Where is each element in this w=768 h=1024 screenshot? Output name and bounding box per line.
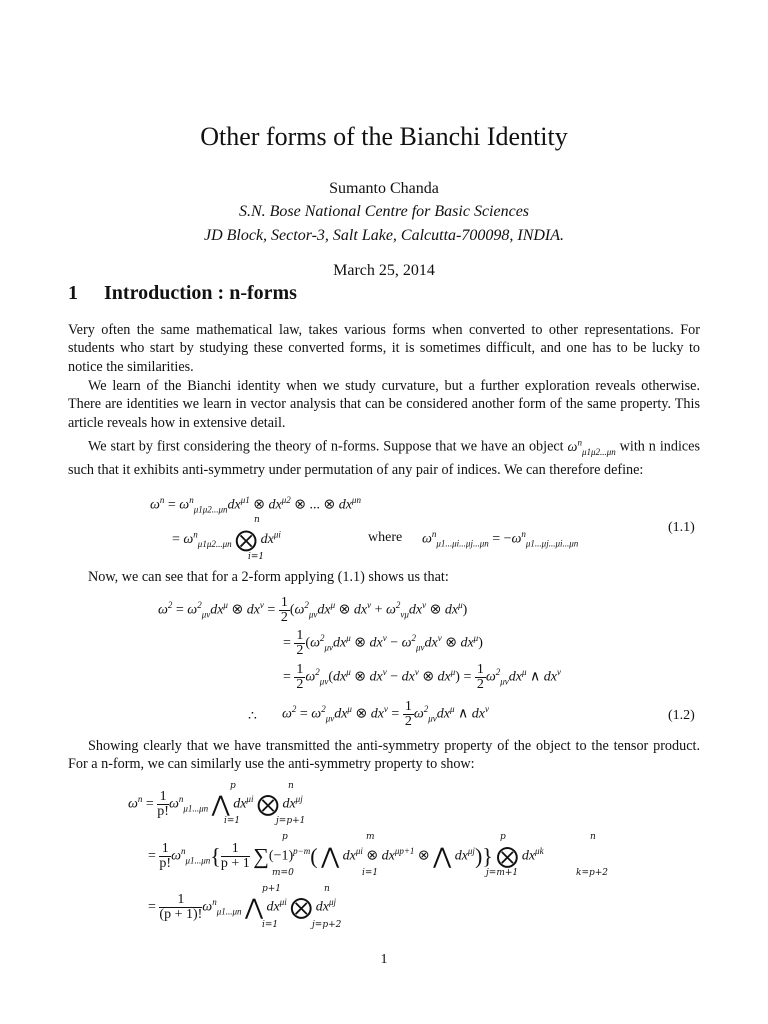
antisymmetry-relation: $\omega^n_{\mu 1...\mu i...\mu j...\mu n} = -\omega^n_{\mu 1...\mu j...\mu i...\mu n}$ [422,529,579,549]
affiliation-line-1: S.N. Bose National Centre for Basic Sciences [238,203,530,220]
eq-2form-line-2: = $\frac{1}{2}$ ($\omega^2_{\mu\nu}dx^\mu$ ⊗ $dx^\nu - \omega^2_{\mu\nu}dx^\nu$ ⊗ $dx^\mu$) [283,628,483,658]
limit-lower-i1-d: i=1 [262,920,279,930]
eq-nform-line-1: $\omega^n$ = $\frac{1}{p!}$ $\omega^n_{\mu 1...\mu n}$ ⋀ $dx^{\mu i}$ ⨂ $dx^{\mu j}$ [128,789,303,819]
limit-lower-i1-b: i=1 [224,816,241,826]
section-number: 1 [68,282,78,304]
limit-lower-kp2: k=p+2 [576,868,609,878]
paragraph-4-text: Now, we can see that for a 2-form applying (1.1) shows us that: [88,569,449,585]
limit-upper-n: n [254,515,260,525]
paragraph-3b-text: with n indices such that it exhibits anti-symmetry under permutation of any pair of indices. We can therefore define: [68,438,701,478]
page-number: 1 [380,952,388,967]
section-heading [68,282,297,305]
affiliation-line-2: JD Block, Sector-3, Salt Lake, Calcutta-700098, INDIA. [203,227,565,244]
eq-1-1-line-1: $\omega^n = \omega^n_{\mu 1\mu 2...\mu n}dx^{\mu 1}$ ⊗ $dx^{\mu 2}$ ⊗ ... ⊗ $dx^{\mu n}$ [150,495,361,515]
limit-upper-n-c: n [590,832,596,842]
limit-lower-jp2: j=p+2 [312,920,342,930]
limit-lower-m0: m=0 [272,868,294,878]
limit-lower-jm1: j=m+1 [486,868,519,878]
limit-lower-i1: i=1 [248,552,265,562]
limit-upper-p-c: p [500,832,506,842]
eq-label-1-1: (1.1) [668,520,695,535]
paragraph-3a-text: We start by first considering the theory of n-forms. Suppose that we have an object [88,438,564,455]
paper-title: Other forms of the Bianchi Identity [200,122,568,151]
eq-2form-line-3: = $\frac{1}{2}$ $\omega^2_{\mu\nu}(dx^\mu$ ⊗ $dx^\nu - dx^\nu$ ⊗ $dx^\mu$) = $\frac{1}{2}$ $\omega^2_{\mu\nu}dx^\mu$ ∧ $dx^\nu$ [283,662,561,692]
where-text: where [368,530,403,545]
limit-upper-p-sum: p [282,832,288,842]
paragraph-1: Very often the same mathematical law, takes various forms when converted to other representations. For students who start by studying these converted forms, it is sometimes difficult, and one has to be lucky to notice the similarities. [68,322,700,375]
therefore-symbol: ∴ [248,709,257,724]
eq-2form-result: $\omega^2 = \omega^2_{\mu\nu}dx^\mu$ ⊗ $dx^\nu$ = $\frac{1}{2}$ $\omega^2_{\mu\nu}dx^\mu$ ∧ $dx^\nu$ [282,699,489,729]
paragraph-5-text: Showing clearly that we have transmitted the anti-symmetry property of the object to the tensor product. For a n-form, we can similarly use the anti-symmetry property to show: [68,738,700,773]
omega-object: $\omega^n_{\mu 1\mu 2...\mu n}$ [567,437,616,457]
paper-date: March 25, 2014 [333,262,435,279]
paragraph-3 [68,433,700,479]
paragraph-2-text: We learn of the Bianchi identity when we study curvature, but a further exploration reveals otherwise. There are identities we learn in vector analysis that can be considered another form of the same property. This article reveals how in extensive detail. [68,378,700,431]
paragraph-5 [68,737,700,774]
eq-nform-line-3: = $\frac{1}{(p + 1)!}$ $\omega^n_{\mu 1...\mu n}$ ⋀ $dx^{\mu i}$ ⨂ $dx^{\mu j}$ [148,892,337,922]
limit-upper-p: p [230,781,236,791]
paragraph-2 [68,377,700,432]
eq-nform-line-2: = $\frac{1}{p!}$ $\omega^n_{\mu 1...\mu n}${ $\frac{1}{p + 1}$ $\sum(-1)^{p-m}$( ⋀ $dx^{\mu i}$ ⊗ $dx^{\mu p+1}$ ⊗ ⋀ $dx^{\mu j}$)} ⨂ $dx^{\mu k}$ [148,841,544,871]
section-title: Introduction : n-forms [104,282,297,304]
limit-upper-n-d: n [324,884,330,894]
paragraph-4 [68,568,700,586]
eq-1-1-line-2: = $\omega^n_{\mu 1\mu 2...\mu n}$ ⨂ $dx^{\mu i}$ [172,527,281,552]
eq-2form-line-1: $\omega^2 = \omega^2_{\mu\nu}dx^\mu$ ⊗ $dx^\nu$ = $\frac{1}{2}$ ($\omega^2_{\mu\nu}dx^\mu$ ⊗ $dx^\nu + \omega^2_{\nu\mu}dx^\nu$ ⊗ $dx^\mu$) [158,595,468,625]
author-name: Sumanto Chanda [329,180,439,197]
limit-lower-i1-c: i=1 [362,868,379,878]
eq-label-1-2: (1.2) [668,708,695,723]
limit-upper-m: m [366,832,375,842]
limit-upper-p1: p+1 [262,884,282,894]
limit-upper-n-b: n [288,781,294,791]
limit-lower-jp1: j=p+1 [276,816,306,826]
